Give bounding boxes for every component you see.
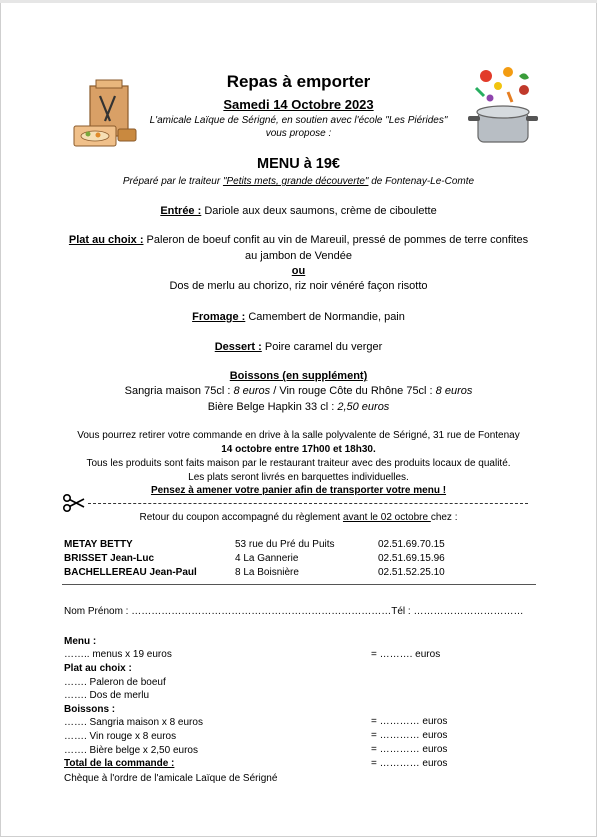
return-suffix: chez : <box>430 512 458 523</box>
boissons-line-2 <box>0 401 597 413</box>
order-plat-merlu[interactable]: ……. Dos de merlu <box>64 690 150 701</box>
order-sangria-field[interactable]: ……. Sangria maison x 8 euros <box>64 717 203 728</box>
caterer-prefix: Préparé par le traiteur <box>122 176 223 187</box>
contact-address: 8 La Boisnière <box>235 567 299 578</box>
plat-line-3: Dos de merlu au chorizo, riz noir vénéré façon risotto <box>169 280 428 292</box>
order-biere-total[interactable]: = ………… euros <box>371 744 448 755</box>
vin-price: 8 euros <box>435 385 473 397</box>
contact-address: 4 La Gannerie <box>235 553 299 564</box>
biere-price: 2,50 euros <box>337 401 390 413</box>
caterer-line <box>0 176 597 187</box>
dessert-text: Poire caramel du verger <box>261 341 383 353</box>
entree-text: Dariole aux deux saumons, crème de ciboulette <box>201 205 437 217</box>
contact-phone: 02.51.52.25.10 <box>378 567 445 578</box>
page-title: Repas à emporter <box>226 72 371 91</box>
menu-heading: MENU à 19€ <box>256 156 340 172</box>
boissons-heading: Boissons (en supplément) <box>229 370 368 382</box>
caterer-suffix: de Fontenay-Le-Comte <box>368 176 475 187</box>
fromage-line <box>0 311 597 323</box>
plat-line-1 <box>0 234 597 246</box>
vin-text: / Vin rouge Côte du Rhône 75cl : <box>270 385 436 397</box>
order-vin-field[interactable]: ……. Vin rouge x 8 euros <box>64 731 177 742</box>
entree-line <box>0 205 597 217</box>
plat-label: Plat au choix : <box>68 234 144 246</box>
info-line-1: Vous pourrez retirer votre commande en drive à la salle polyvalente de Sérigné, 31 rue de Fontenay <box>77 430 520 441</box>
info-line-2: 14 octobre entre 17h00 et 18h30. <box>221 444 376 455</box>
order-menus-total[interactable]: = ………. euros <box>371 649 441 660</box>
order-boissons-label: Boissons : <box>64 704 116 715</box>
order-vin-total[interactable]: = ………… euros <box>371 730 448 741</box>
order-biere-field[interactable]: ……. Bière belge x 2,50 euros <box>64 745 198 756</box>
order-plat-paleron[interactable]: ……. Paleron de boeuf <box>64 677 166 688</box>
info-line-3: Tous les produits sont faits maison par le restaurant traiteur avec des produits locaux de qualité. <box>86 458 511 469</box>
return-deadline: avant le 02 octobre <box>342 512 431 523</box>
scissors-icon <box>62 494 86 512</box>
info-line-4: Les plats seront livrés en barquettes individuelles. <box>188 472 409 483</box>
order-sangria-total[interactable]: = ………… euros <box>371 716 448 727</box>
dessert-line <box>0 341 597 353</box>
cut-line <box>88 503 528 504</box>
order-plat-label: Plat au choix : <box>64 663 132 674</box>
sangria-text: Sangria maison 75cl : <box>124 385 234 397</box>
boissons-line-1 <box>0 385 597 397</box>
sangria-price: 8 euros <box>233 385 271 397</box>
contact-name: BACHELLEREAU Jean-Paul <box>64 567 197 578</box>
plat-line-2: au jambon de Vendée <box>244 250 353 262</box>
return-prefix: Retour du coupon accompagné du règlement <box>139 512 343 523</box>
contact-address: 53 rue du Pré du Puits <box>235 539 335 550</box>
top-border <box>0 0 597 3</box>
intro-line-2: vous propose : <box>265 128 332 139</box>
order-total-label: Total de la commande : <box>64 758 175 769</box>
contact-phone: 02.51.69.70.15 <box>378 539 445 550</box>
order-menus-field[interactable]: …….. menus x 19 euros <box>64 649 172 660</box>
contact-name: METAY BETTY <box>64 539 133 550</box>
plat-or: ou <box>291 265 306 277</box>
plat-text-1: Paleron de boeuf confit au vin de Mareuil, pressé de pommes de terre confites <box>143 234 529 246</box>
nom-tel-field[interactable]: Nom Prénom : ……………………………………………………………………Tél : …………………………… <box>64 606 524 617</box>
contact-phone: 02.51.69.15.96 <box>378 553 445 564</box>
contact-name: BRISSET Jean-Luc <box>64 553 155 564</box>
cheque-note: Chèque à l'ordre de l'amicale Laïque de Sérigné <box>64 773 278 784</box>
order-menu-label: Menu : <box>64 636 97 647</box>
intro-line-1: L'amicale Laïque de Sérigné, en soutien avec l'école "Les Piérides" <box>149 115 448 126</box>
caterer-name: "Petits mets, grande découverte" <box>222 176 369 187</box>
info-line-5: Pensez à amener votre panier afin de transporter votre menu ! <box>150 485 447 496</box>
dessert-label: Dessert : <box>214 341 262 353</box>
biere-text: Bière Belge Hapkin 33 cl : <box>207 401 338 413</box>
coupon-return-line <box>0 512 597 523</box>
coupon-divider <box>62 584 536 585</box>
fromage-text: Camembert de Normandie, pain <box>245 311 405 323</box>
order-total-value[interactable]: = ………… euros <box>371 758 448 769</box>
event-date: Samedi 14 Octobre 2023 <box>223 97 374 112</box>
fromage-label: Fromage : <box>192 311 246 323</box>
entree-label: Entrée : <box>160 205 202 217</box>
